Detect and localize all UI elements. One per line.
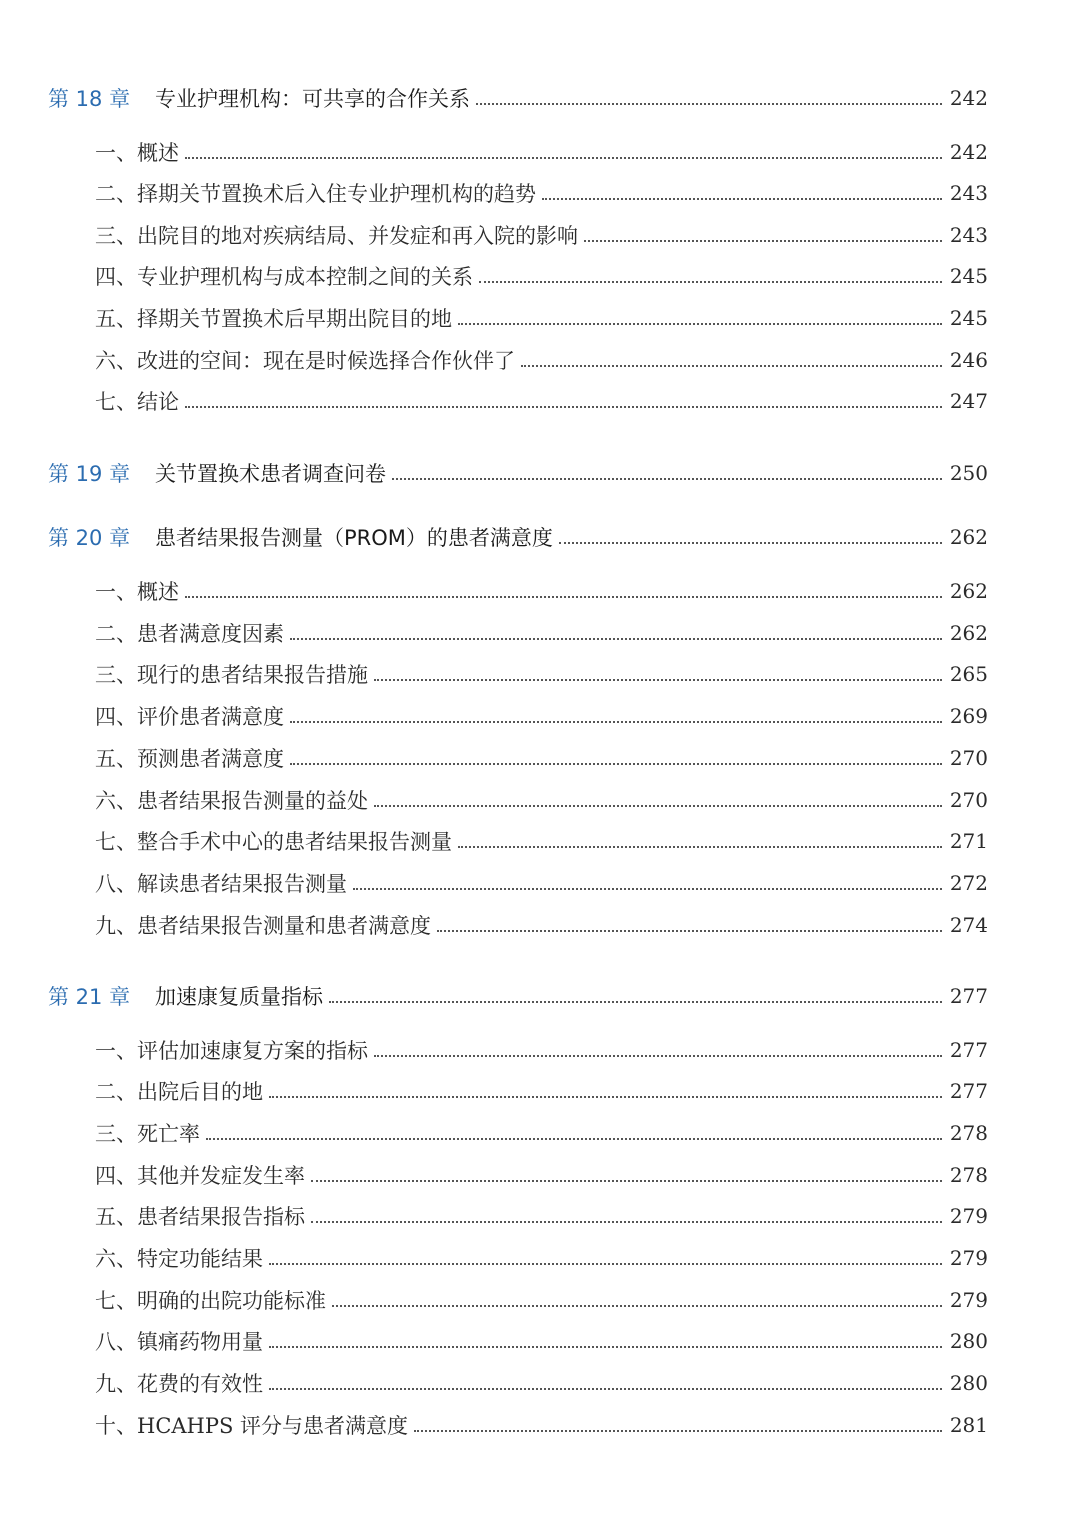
toc-section[interactable] xyxy=(95,342,988,378)
section-title: 五、择期关节置换术后早期出院目的地 xyxy=(95,307,452,331)
dot-leader xyxy=(374,805,942,807)
toc-section[interactable] xyxy=(95,1157,988,1193)
section-title: 三、死亡率 xyxy=(95,1122,200,1146)
section-title: 五、患者结果报告指标 xyxy=(95,1205,305,1229)
page-number: 247 xyxy=(949,389,988,413)
dot-leader xyxy=(269,1263,942,1265)
toc-section[interactable] xyxy=(95,383,988,419)
section-title: 三、现行的患者结果报告措施 xyxy=(95,663,368,687)
toc-section[interactable] xyxy=(95,823,988,859)
section-title: 七、整合手术中心的患者结果报告测量 xyxy=(95,830,452,854)
toc-chapter-19[interactable] xyxy=(48,455,988,491)
toc-section[interactable] xyxy=(95,1240,988,1276)
page-number: 277 xyxy=(949,1038,988,1062)
page-number: 272 xyxy=(949,871,988,895)
section-title: 三、出院目的地对疾病结局、并发症和再入院的影响 xyxy=(95,224,578,248)
dot-leader xyxy=(329,1001,942,1003)
chapter-title: 患者结果报告测量（PROM）的患者满意度 xyxy=(155,526,553,550)
dot-leader xyxy=(437,930,942,932)
toc-section[interactable] xyxy=(95,865,988,901)
page-number: 243 xyxy=(949,223,988,247)
toc-chapter-20[interactable] xyxy=(48,519,988,555)
toc-section[interactable] xyxy=(95,1198,988,1234)
dot-leader xyxy=(269,1388,942,1390)
section-title: 六、改进的空间：现在是时候选择合作伙伴了 xyxy=(95,349,515,373)
toc-section[interactable] xyxy=(95,1282,988,1318)
page-number: 281 xyxy=(949,1413,988,1437)
page-number: 243 xyxy=(949,181,988,205)
dot-leader xyxy=(374,679,942,681)
page-number: 278 xyxy=(949,1121,988,1145)
dot-leader xyxy=(185,157,942,159)
toc-section[interactable] xyxy=(95,1073,988,1109)
toc-section[interactable] xyxy=(95,573,988,609)
dot-leader xyxy=(353,888,942,890)
page-number: 279 xyxy=(949,1246,988,1270)
page-number: 274 xyxy=(949,913,988,937)
page-number: 250 xyxy=(949,461,988,485)
page-number: 280 xyxy=(949,1329,988,1353)
toc-section[interactable] xyxy=(95,656,988,692)
section-title: 八、镇痛药物用量 xyxy=(95,1330,263,1354)
dot-leader xyxy=(458,323,942,325)
dot-leader xyxy=(206,1138,942,1140)
section-title: 四、专业护理机构与成本控制之间的关系 xyxy=(95,265,473,289)
page-number: 245 xyxy=(949,264,988,288)
section-title: 二、患者满意度因素 xyxy=(95,622,284,646)
dot-leader xyxy=(290,763,942,765)
toc-chapter-21[interactable] xyxy=(48,978,988,1014)
page-number: 245 xyxy=(949,306,988,330)
dot-leader xyxy=(290,638,942,640)
section-title: 六、特定功能结果 xyxy=(95,1247,263,1271)
section-title: 七、明确的出院功能标准 xyxy=(95,1289,326,1313)
page-number: 246 xyxy=(949,348,988,372)
page-number: 269 xyxy=(949,704,988,728)
dot-leader xyxy=(542,198,942,200)
toc-section[interactable] xyxy=(95,1365,988,1401)
page-number: 271 xyxy=(949,829,988,853)
section-title: 二、择期关节置换术后入住专业护理机构的趋势 xyxy=(95,182,536,206)
page-number: 277 xyxy=(949,984,988,1008)
toc-section[interactable] xyxy=(95,740,988,776)
page-number: 242 xyxy=(949,140,988,164)
section-title: 一、评估加速康复方案的指标 xyxy=(95,1039,368,1063)
section-title: 一、概述 xyxy=(95,580,179,604)
section-title: 一、概述 xyxy=(95,141,179,165)
chapter-title: 加速康复质量指标 xyxy=(155,985,323,1009)
toc-section[interactable] xyxy=(95,217,988,253)
section-title: 四、其他并发症发生率 xyxy=(95,1164,305,1188)
page-number: 280 xyxy=(949,1371,988,1395)
dot-leader xyxy=(290,721,942,723)
toc-section[interactable] xyxy=(95,1032,988,1068)
page-number: 262 xyxy=(949,621,988,645)
page-number: 279 xyxy=(949,1288,988,1312)
page-number: 279 xyxy=(949,1204,988,1228)
dot-leader xyxy=(521,365,942,367)
page-number: 265 xyxy=(949,662,988,686)
page-number: 278 xyxy=(949,1163,988,1187)
dot-leader xyxy=(584,240,942,242)
toc-section[interactable] xyxy=(95,1115,988,1151)
chapter-number: 第 18 章 xyxy=(48,87,131,111)
chapter-number: 第 21 章 xyxy=(48,985,131,1009)
toc-section[interactable] xyxy=(95,1407,988,1443)
dot-leader xyxy=(185,406,942,408)
chapter-title: 专业护理机构：可共享的合作关系 xyxy=(155,87,470,111)
section-title: 八、解读患者结果报告测量 xyxy=(95,872,347,896)
section-title: 六、患者结果报告测量的益处 xyxy=(95,789,368,813)
toc-section[interactable] xyxy=(95,300,988,336)
dot-leader xyxy=(374,1055,942,1057)
dot-leader xyxy=(332,1305,942,1307)
page-number: 242 xyxy=(949,86,988,110)
dot-leader xyxy=(269,1096,942,1098)
toc-section[interactable] xyxy=(95,698,988,734)
dot-leader xyxy=(185,596,942,598)
dot-leader xyxy=(458,846,942,848)
section-title: 七、结论 xyxy=(95,390,179,414)
dot-leader xyxy=(476,103,942,105)
section-title: 九、患者结果报告测量和患者满意度 xyxy=(95,914,431,938)
page-number: 277 xyxy=(949,1079,988,1103)
section-title: 九、花费的有效性 xyxy=(95,1372,263,1396)
dot-leader xyxy=(311,1221,942,1223)
toc-section[interactable] xyxy=(95,615,988,651)
toc-section[interactable] xyxy=(95,782,988,818)
chapter-number: 第 20 章 xyxy=(48,526,131,550)
dot-leader xyxy=(414,1430,942,1432)
page-number: 270 xyxy=(949,788,988,812)
section-title: 五、预测患者满意度 xyxy=(95,747,284,771)
chapter-title: 关节置换术患者调查问卷 xyxy=(155,462,386,486)
toc-section[interactable] xyxy=(95,258,988,294)
toc-section[interactable] xyxy=(95,175,988,211)
toc-chapter-18[interactable] xyxy=(48,80,988,116)
dot-leader xyxy=(269,1346,942,1348)
section-title: 二、出院后目的地 xyxy=(95,1080,263,1104)
toc-section[interactable] xyxy=(95,1323,988,1359)
chapter-number: 第 19 章 xyxy=(48,462,131,486)
toc-section[interactable] xyxy=(95,134,988,170)
toc-section[interactable] xyxy=(95,907,988,943)
dot-leader xyxy=(479,281,942,283)
page-number: 262 xyxy=(949,525,988,549)
dot-leader xyxy=(311,1180,942,1182)
dot-leader xyxy=(559,542,942,544)
page-number: 262 xyxy=(949,579,988,603)
dot-leader xyxy=(392,478,942,480)
page-number: 270 xyxy=(949,746,988,770)
section-title: 四、评价患者满意度 xyxy=(95,705,284,729)
section-title: 十、HCAHPS 评分与患者满意度 xyxy=(95,1414,409,1438)
